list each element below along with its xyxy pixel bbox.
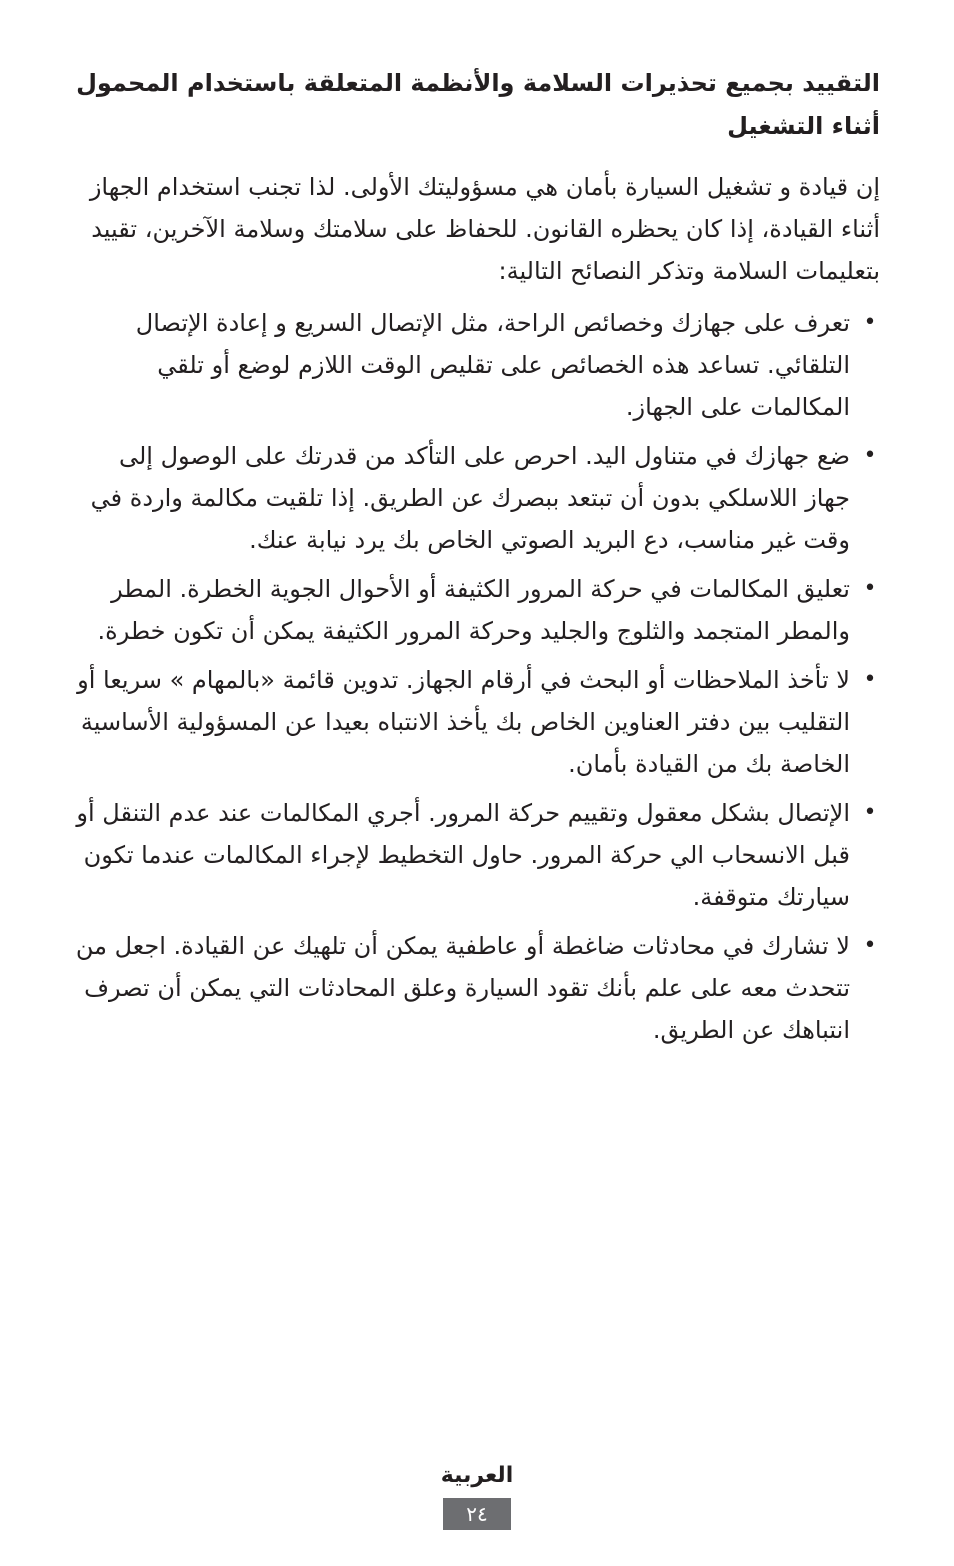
- list-item: [70, 659, 880, 785]
- bullet-icon: •: [863, 667, 877, 692]
- list-item: [70, 302, 880, 428]
- bullet-icon: •: [863, 933, 877, 958]
- list-item: [70, 792, 880, 918]
- bullet-icon: •: [863, 310, 877, 335]
- list-item: [70, 568, 880, 652]
- page-number-badge: ٢٤: [443, 1498, 511, 1530]
- bullet-icon: •: [863, 443, 877, 468]
- list-item-text: الإتصال بشكل معقول وتقييم حركة المرور. أجري المكالمات عند عدم التنقل أو قبل الانسحاب الي حركة المرور. حاول التخطيط لإجراء المكالمات عندما تكون سيارتك متوقفة.: [76, 799, 850, 911]
- page-footer: [0, 1460, 954, 1530]
- list-item-text: لا تأخذ الملاحظات أو البحث في أرقام الجهاز. تدوين قائمة «بالمهام » سريعا أو التقليب بين دفتر العناوين الخاص بك يأخذ الانتباه بعيدا عن المسؤولية الأساسية الخاصة بك من القيادة بأمان.: [77, 666, 850, 778]
- list-item: [70, 435, 880, 561]
- list-item-text: ضع جهازك في متناول اليد. احرص على التأكد من قدرتك على الوصول إلى جهاز اللاسلكي بدون أن تبتعد ببصرك عن الطريق. إذا تلقيت مكالمة واردة في وقت غير مناسب، دع البريد الصوتي الخاص بك يرد نيابة عنك.: [90, 442, 850, 554]
- page-content: [70, 62, 880, 1058]
- list-item: [70, 925, 880, 1051]
- bullet-icon: •: [863, 576, 877, 601]
- safety-tips-list: [70, 302, 880, 1051]
- section-heading: التقييد بجميع تحذيرات السلامة والأنظمة المتعلقة باستخدام المحمول أثناء التشغيل: [76, 69, 880, 140]
- list-item-text: تعليق المكالمات في حركة المرور الكثيفة أو الأحوال الجوية الخطرة. المطر والمطر المتجمد والثلوج والجليد وحركة المرور الكثيفة يمكن أن تكون خطرة.: [97, 575, 850, 645]
- list-item-text: لا تشارك في محادثات ضاغطة أو عاطفية يمكن أن تلهيك عن القيادة. اجعل من تتحدث معه على علم بأنك تقود السيارة وعلق المحادثات التي يمكن أن تصرف انتباهك عن الطريق.: [75, 932, 850, 1044]
- intro-paragraph: إن قيادة و تشغيل السيارة بأمان هي مسؤوليتك الأولى. لذا تجنب استخدام الجهاز أثناء القيادة، إذا كان يحظره القانون. للحفاظ على سلامتك وسلامة الآخرين، تقييد بتعليمات السلامة وتذكر النصائح التالية:: [89, 173, 880, 285]
- footer-language-label: العربية: [440, 1463, 514, 1488]
- list-item-text: تعرف على جهازك وخصائص الراحة، مثل الإتصال السريع و إعادة الإتصال التلقائي. تساعد هذه الخصائص على تقليص الوقت اللازم لوضع أو تلقي المكالمات على الجهاز.: [135, 309, 850, 421]
- bullet-icon: •: [863, 800, 877, 825]
